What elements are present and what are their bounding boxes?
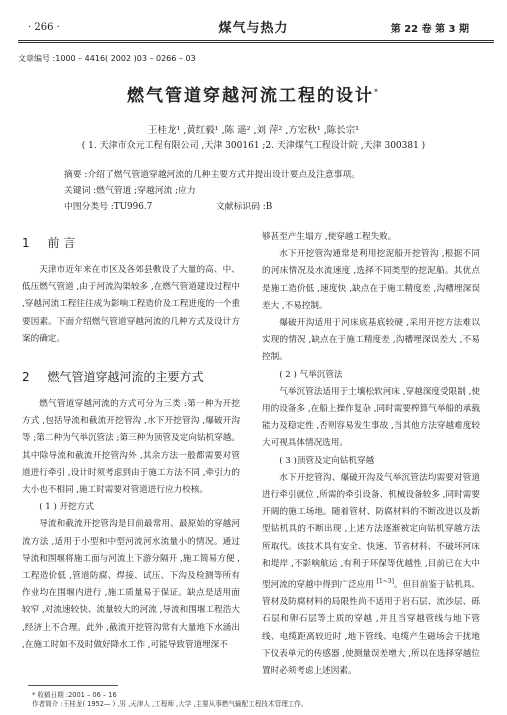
trench-method-text: 导流和截流开挖管沟是目前最常用、最原始的穿越河流方法 ,适用于小型和中型河流河水流量小的情况。通过导流和围堰将施工面与河流上下游分隔开 ,施工简易方便 ,工程造价低 ,管道防腐、焊接、试压、下沟及检测等所有作业均在围堰内进行 ,施工质量易于保证。缺点是适用面较窄 ,对流速较快、流量较大的河流 ,导流和围堰工程浩大 ,经济上不合理。此外 ,截流开挖管沟常有大量地下水涌出 ,在施工时如不及时做好降水工作 ,可能导致管道埋深不 (22, 519, 240, 650)
section-1-number: 1 (22, 236, 30, 250)
underwater-trench-text: 水下开挖管沟通常是利用挖泥船开挖管沟 ,根据不同的河床情况及水流速度 ,选择不同类型的挖泥船。其优点是施工造价低 ,速度快 ,缺点在于施工精度差 ,沟槽埋深误差大 ,不易控制。 (262, 249, 480, 311)
received-text: 收稿日期 :2001 – 06 – 16 (37, 691, 117, 699)
title-text: 燃气管道穿越河流工程的设计 (127, 86, 374, 106)
section-1-heading (22, 234, 75, 251)
header-rule (18, 40, 494, 41)
footnote-rule (28, 685, 118, 686)
drilling-text-b: 。但目前鉴于钻机具、管材及防腐材料的局限性尚不适用于岩石层、流沙层、砾石层和卵石层等土质的穿越 ,并且当穿越管线与地下管线、电缆距离较近时 ,地下管线、电缆产生磁场会干扰地下仪表单元的传感器 ,使测量误差增大 ,所以在选择穿越位置时必须考虑上述因素。 (262, 579, 480, 676)
subsection-1-heading: ( 1 ) 开挖方式 (39, 502, 94, 513)
directional-drilling-text (262, 470, 480, 680)
subsection-3-heading: ( 3 )顶管及定向钻机穿越 (279, 455, 375, 466)
keywords: 关键词 :燃气管道 ;穿越河流 ;应力 (64, 186, 196, 196)
author-bio: 作者简介 :王桂龙( 1952— ) ,男 ,天津人 ,工程师 ,大学 ,主要从事燃气输配工程技术管理工作。 (32, 700, 308, 708)
air-lift-text: 气举沉管法适用于土壤松软河床 ,穿越深度受限制 ,使用的设备多 ,在船上操作复杂 ,同时需要榨算气举船的承载能力及稳定性 ,否则容易发生事故 ,当其他方法穿越难度较大可视具体情况选用。 (262, 386, 480, 449)
author-list: 王桂龙¹ ,黄红毅¹ ,陈 遥² ,刘 萍² ,方宏秋¹ ,陈长宗¹ (147, 125, 360, 136)
article-title (0, 81, 507, 106)
document-code: 文献标识码 :B (216, 202, 273, 212)
intro-text: 天津市近年来在市区及各郊县敷设了大量的高、中、低压燃气管道 ,由于河流沟渠较多 ,在燃气管道建设过程中 ,穿越河流工程往往成为影响工程造价及工程进度的一个重要因素。下面介绍燃气管道穿越河流的几种方式及设计方案的确定。 (22, 265, 240, 344)
subsection-2-heading: ( 2 ) 气举沉管法 (279, 369, 343, 380)
section-1-title: 前 言 (47, 236, 76, 250)
footnote-mark: * (32, 691, 36, 699)
intro-paragraph (22, 262, 240, 348)
continued-text: 够甚至产生塌方 ,使穿越工程失败。 (262, 232, 397, 242)
reference-marker: [1~3] (376, 578, 394, 586)
section-2-title: 燃气管道穿越河流的主要方式 (47, 370, 204, 384)
section-2-number: 2 (22, 370, 30, 384)
journal-name: 煤气与热力 (218, 21, 289, 36)
issue-info: 第 22 卷 第 3 期 (390, 24, 469, 35)
left-body (22, 396, 240, 654)
abstract-summary: 摘要 :介绍了燃气管道穿越河流的几种主要方式并提出设计要点及注意事项。 (64, 170, 361, 180)
page-number: · 266 · (28, 22, 60, 33)
section-2-heading (22, 368, 203, 385)
methods-overview: 燃气管道穿越河流的方式可分为三类 :第一种为开挖方式 ,包括导流和截流开挖管沟 ,水下开挖管沟 ,爆破开沟等 ;第二种为气举沉管法 ;第三种为顶管及定向钻机穿越。其中除导流和截流开挖管沟外 ,其余方法一般都需要对管道进行牵引 ,设计时须考虑到由于施工方法不同 ,牵引力的大小也不相同 ,施工时需要对管道进行应力校核。 (22, 399, 240, 496)
blasting-text: 爆破开沟适用于河床底基底较硬 ,采用开挖方法难以实现的情况 ,缺点在于施工精度差 ,沟槽埋深误差大 ,不易控制。 (262, 318, 480, 363)
drilling-text-a: 水下开挖管沟、爆破开沟及气举沉管法均需要对管道进行牵引就位 ,所需的牵引设备、机械设备较多 ,同时需要开阔的施工场地。随着管材、防腐材料的不断改进以及新型钻机具的不断出现 ,上述方法逐渐被定向钻机穿越方法所取代。该技术具有安全、快速、节省材料、不破坏河床和堤岸 ,不影响航运 ,有利于环保等优越性 ,目前已在大中型河流的穿越中得到广泛应用 (262, 472, 480, 590)
affiliation: ( 1. 天津市众元工程有限公司 ,天津 300161 ;2. 天津煤气工程设计院 ,天津 300381 ) (81, 141, 426, 151)
article-number: 文章编号 :1000 – 4416( 2002 )03 – 0266 – 03 (18, 54, 196, 63)
right-body (262, 229, 480, 680)
header-rule-2 (18, 42, 494, 43)
classification-number: 中图分类号 :TU996.7 (64, 202, 153, 212)
title-mark: * (374, 87, 380, 97)
